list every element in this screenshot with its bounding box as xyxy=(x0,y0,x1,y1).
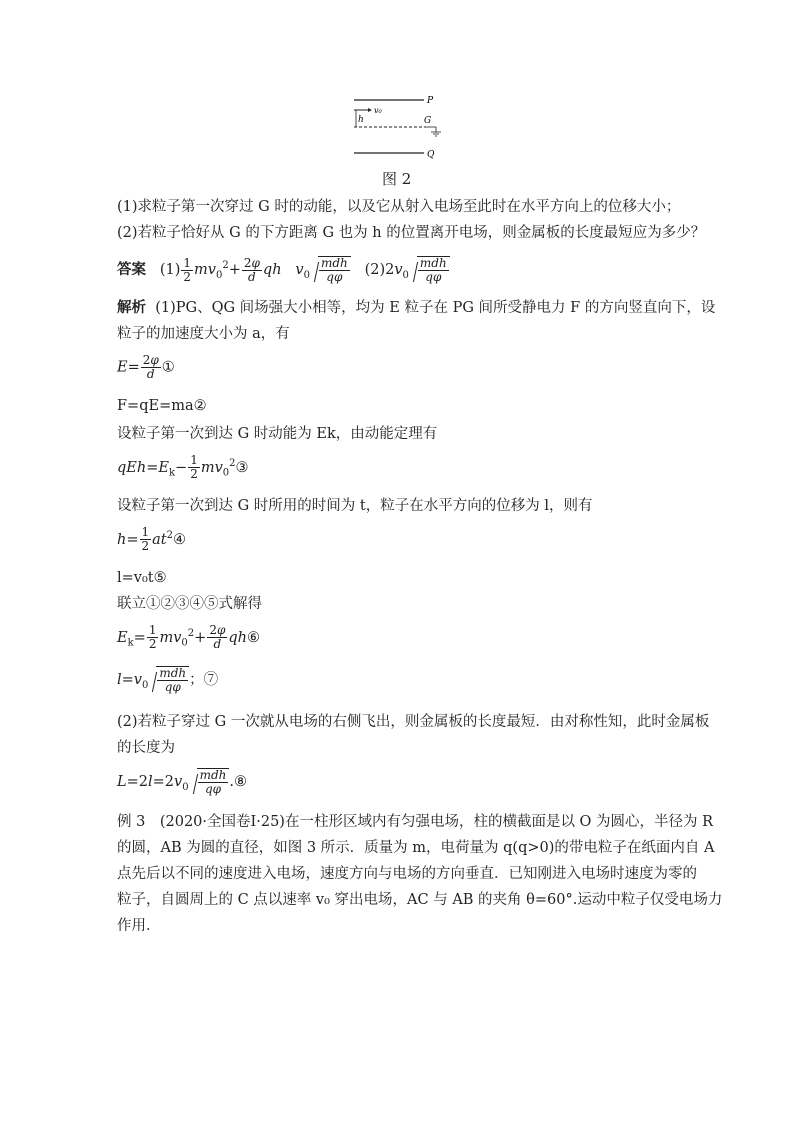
analysis-text-1: (1)PG、QG 间场强大小相等，均为 E 粒子在 PG 间所受静电力 F 的方向竖直向下，设 xyxy=(155,300,716,316)
label-G: G xyxy=(424,116,432,126)
answer-line: 答案 (1) $\frac{1}{2}$ $mv_0^2+$ $\frac{2\varphi}{d}$ qh $v_0$ $\frac{\text{mdh}}{q\varphi}$ $(2)2v_0$ $\frac{\text{mdh}}{q\varphi}$ xyxy=(117,256,450,286)
question-1: (1)求粒子第一次穿过 G 时的动能，以及它从射入电场至此时在水平方向上的位移大小； xyxy=(117,199,681,215)
label-v0: v₀ xyxy=(374,106,382,115)
eq-l2: $l=v_0$ $\frac{\text{mdh}}{q\varphi}$ ；⑦ xyxy=(117,666,219,694)
example-3-line-4: 粒子，自圆周上的 C 点以速率 v₀ 穿出电场，AC 与 AB 的夹角 θ=60°.运动中粒子仅受电场力 xyxy=(117,892,723,908)
example-3-line-3: 点先后以不同的速度进入电场，速度方向与电场的方向垂直．已知刚进入电场时速度为零的 xyxy=(117,866,697,882)
eq-F: F=qE=ma② xyxy=(117,398,207,414)
eq-L: $L=2l=2v_0$ $\frac{\text{mdh}}{q\varphi}$ .⑧ xyxy=(117,768,248,796)
figure-caption: 图 2 xyxy=(382,170,412,188)
example-3-line-2: 的圆，AB 为圆的直径，如图 3 所示．质量为 m，电荷量为 q(q>0)的带电粒子在纸面内自 A xyxy=(117,840,715,856)
answer-label: 答案 xyxy=(117,261,146,278)
label-h: h xyxy=(358,115,364,125)
analysis-label: 解析 xyxy=(117,299,146,316)
eq-l: l=v₀t⑤ xyxy=(117,570,167,586)
part2-line-2: 的长度为 xyxy=(117,740,175,756)
question-2: (2)若粒子恰好从 G 的下方距离 G 也为 h 的位置离开电场，则金属板的长度最短应为多少？ xyxy=(117,225,706,241)
capacitor-figure xyxy=(340,88,460,166)
eq-E: E= $\frac{2\varphi}{d}$ ① xyxy=(117,353,175,381)
eq-qEh: $qEh=E_k-$ $\frac{1}{2}$ $mv_0^2③$ xyxy=(117,453,249,482)
text-t: 设粒子第一次到达 G 时所用的时间为 t，粒子在水平方向的位移为 l，则有 xyxy=(117,498,593,514)
label-Q: Q xyxy=(427,150,435,160)
part2-line-1: (2)若粒子穿过 G 一次就从电场的右侧飞出，则金属板的长度最短．由对称性知，此时金属板 xyxy=(117,714,710,730)
analysis-line-1 xyxy=(117,298,715,318)
label-P: P xyxy=(427,96,434,106)
example-3-line-5: 作用． xyxy=(117,918,161,934)
text-joint: 联立①②③④⑤式解得 xyxy=(117,596,262,612)
analysis-line-2: 粒子的加速度大小为 a，有 xyxy=(117,326,290,342)
eq-Ek: $E_k=$ $\frac{1}{2}$ $mv_0^2+$ $\frac{2\varphi}{d}$ qh⑥ xyxy=(117,623,260,652)
text-Ek: 设粒子第一次到达 G 时动能为 Ek，由动能定理有 xyxy=(117,426,438,442)
example-3-line-1: 例 3 (2020·全国卷Ⅰ·25)在一柱形区域内有匀强电场，柱的横截面是以 O 为圆心，半径为 R xyxy=(117,814,714,830)
eq-h: h= $\frac{1}{2}$ $at^2④$ xyxy=(117,525,186,554)
